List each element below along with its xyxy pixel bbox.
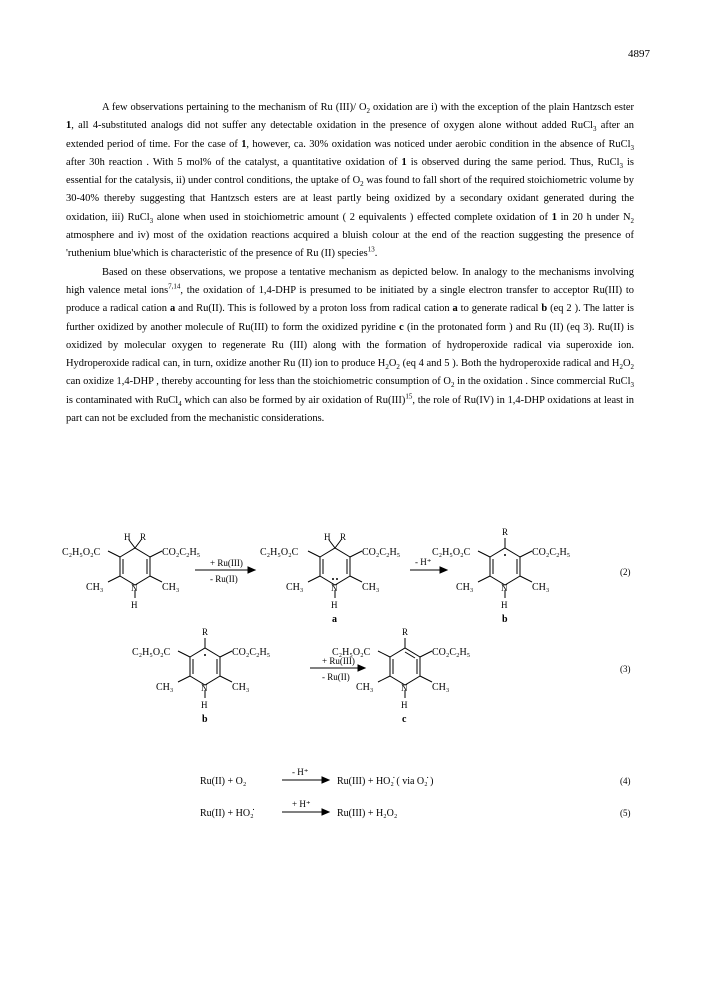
b2-radical-dot bbox=[204, 654, 206, 656]
eq4-products: Ru(III) + HO₂̇ ( via O₂̇ ) bbox=[337, 776, 434, 787]
a-ester-left: C₂H₅O₂C bbox=[260, 547, 299, 558]
c-n-label: N bbox=[401, 683, 408, 693]
b-ch3-left: CH₃ bbox=[456, 582, 474, 593]
dhp-h-label: H bbox=[124, 532, 131, 542]
eq4-reactants: Ru(II) + O₂ bbox=[200, 776, 247, 787]
b2-ch3-right: CH₃ bbox=[232, 682, 250, 693]
plus-ru3-label-2: + Ru(III) bbox=[322, 656, 355, 666]
c-ester-left: C₂H₅O₂C bbox=[332, 647, 371, 658]
minus-ru2-label: - Ru(II) bbox=[210, 574, 238, 584]
dhp-ch3-right: CH₃ bbox=[162, 582, 180, 593]
b-ch3-right: CH₃ bbox=[532, 582, 550, 593]
dhp-ester-left: C₂H₅O₂C bbox=[62, 547, 101, 558]
a-radical-dot bbox=[332, 578, 334, 580]
c-ch3-right: CH₃ bbox=[432, 682, 450, 693]
b2-r-label: R bbox=[202, 627, 209, 637]
label-c: c bbox=[402, 714, 407, 725]
dhp-r-label: R bbox=[140, 532, 147, 542]
a-n-label: N bbox=[331, 583, 338, 593]
b-ester-right: CO₂C₂H₅ bbox=[532, 547, 571, 558]
scheme-svg bbox=[60, 520, 660, 970]
dhp-ch3-left: CH₃ bbox=[86, 582, 104, 593]
c-r-label: R bbox=[402, 627, 409, 637]
eq3-number: (3) bbox=[620, 664, 631, 674]
a-ch3-right: CH₃ bbox=[362, 582, 380, 593]
a-r-label: R bbox=[340, 532, 347, 542]
b-r-label: R bbox=[502, 527, 509, 537]
b-ester-left: C₂H₅O₂C bbox=[432, 547, 471, 558]
a-h-label: H bbox=[324, 532, 331, 542]
dhp-ester-right: CO₂C₂H₅ bbox=[162, 547, 201, 558]
eq4-arrow-label: - H⁺ bbox=[292, 767, 309, 777]
paragraph-mechanism: Based on these observations, we propose a tentative mechanism as depicted below. In analogy to the mechanisms involving high valence metal ions$^{7,14}$, the oxidation of 1,4-DHP is presumed to be initiated by a single electron transfer to acceptor Ru(III) to produce a radical cation a and Ru(II). This is followed by a proton loss from radical cation a to generate radical b (eq 2 ). The latter is further oxidized by another molecule of Ru(III) to form the oxidized pyridine c (in the protonated form ) and Ru (II) (eq 3). Ru(II) is oxidized by molecular oxygen to regenerate Ru (III) along with the formation of hydroperoxide radical via superoxide ion. Hydroperoxide radical can, in turn, oxidize another Ru (II) ion to produce $H_2O_2$ (eq 4 and 5 ). Both the hydroperoxide radical and $H_2O_2$ can oxidize 1,4-DHP , thereby accounting for less than the stoichiometric consumption of $O_2$ in the oxidation . Since commercial RuCl$_3$ is contaminated with RuCl$_4$ which can also be formed by air oxidation of Ru(III)$^{15}$, the role of Ru(IV) in 1,4-DHP oxidations at least in part can not be excluded from the mechanistic considerations. bbox=[66, 266, 634, 425]
a-nh-label: H bbox=[331, 600, 338, 610]
c-ch3-left: CH₃ bbox=[356, 682, 374, 693]
a-ch3-left: CH₃ bbox=[286, 582, 304, 593]
dhp-n-label: N bbox=[131, 583, 138, 593]
eq5-products: Ru(III) + H₂O₂ bbox=[337, 808, 398, 819]
b2-n-label: N bbox=[201, 683, 208, 693]
eq5-arrow-label: + H⁺ bbox=[292, 799, 311, 809]
label-a: a bbox=[332, 614, 337, 625]
c-ester-right: CO₂C₂H₅ bbox=[432, 647, 471, 658]
a-ester-right: CO₂C₂H₅ bbox=[362, 547, 401, 558]
label-b: b bbox=[502, 614, 508, 625]
eq5-reactants: Ru(II) + HO₂̇ bbox=[200, 808, 254, 819]
body-text bbox=[66, 99, 634, 428]
minus-h-label: - H⁺ bbox=[415, 557, 432, 567]
c-nh-label: H bbox=[401, 700, 408, 710]
b2-ch3-left: CH₃ bbox=[156, 682, 174, 693]
dhp-nh-label: H bbox=[131, 600, 138, 610]
b-radical-dot bbox=[504, 554, 506, 556]
b2-nh-label: H bbox=[201, 700, 208, 710]
eq4-number: (4) bbox=[620, 776, 631, 786]
paragraph-observations: A few observations pertaining to the mechanism of Ru (III)/ $O_2$ oxidation are i) with the exception of the plain Hantzsch ester 1, all 4-substituted analogs did not suffer any detectable oxidation in the presence of oxygen alone without added RuCl$_3$ after an extended period of time. For the case of 1, however, ca. 30% oxidation was noticed under aerobic condition in the absence of RuCl$_3$ after 30h reaction . With 5 mol% of the catalyst, a quantitative oxidation of 1 is observed during the same period. Thus, RuCl$_3$ is essential for the catalysis, ii) under control conditions, the uptake of $O_2$ was found to fall short of the required stoichiometric volume by 30-40% thereby suggesting that Hantzsch esters are at least partly being oxidized by a secondary oxidant generated during the oxidation, iii) RuCl$_3$ alone when used in stoichiometric amount ( 2 equivalents ) effected complete oxidation of 1 in 20 h under $N_2$ atmosphere and iv) most of the oxidation reactions acquired a bluish colour at the end of the reaction suggesting the presence of 'ruthenium blue'which is characteristic of the presence of Ru (II) species$^{13}$. bbox=[66, 102, 635, 260]
eq2-number: (2) bbox=[620, 567, 631, 577]
b-nh-label: H bbox=[501, 600, 508, 610]
b-n-label: N bbox=[501, 583, 508, 593]
eq5-number: (5) bbox=[620, 808, 631, 818]
page-number: 4897 bbox=[628, 48, 650, 60]
b2-ester-right: CO₂C₂H₅ bbox=[232, 647, 271, 658]
b2-ester-left: C₂H₅O₂C bbox=[132, 647, 171, 658]
reaction-scheme bbox=[60, 520, 660, 970]
a-radical-dot-2 bbox=[336, 578, 338, 580]
label-b-2: b bbox=[202, 714, 208, 725]
plus-ru3-label: + Ru(III) bbox=[210, 558, 243, 568]
minus-ru2-label-2: - Ru(II) bbox=[322, 672, 350, 682]
